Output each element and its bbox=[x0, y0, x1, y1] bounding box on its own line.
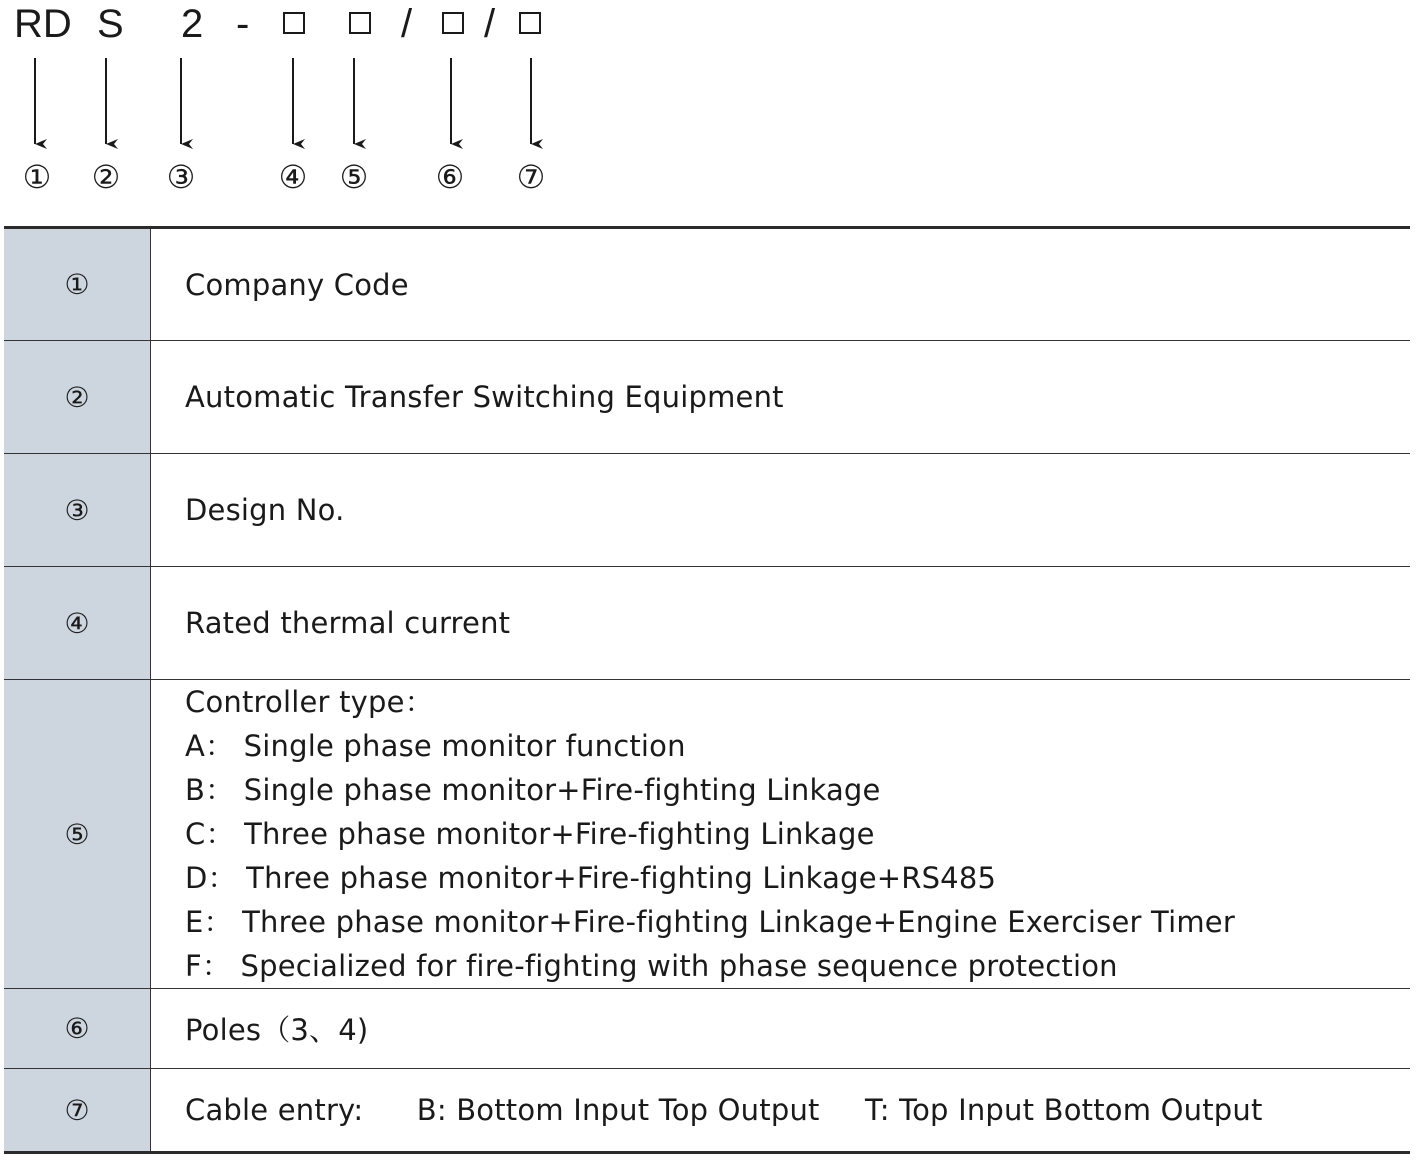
row-number: ② bbox=[4, 341, 151, 454]
row-number: ⑦ bbox=[4, 1069, 151, 1153]
row-description: Rated thermal current bbox=[151, 567, 1411, 680]
table-row bbox=[4, 341, 1410, 454]
marker-7: ⑦ bbox=[516, 158, 546, 196]
row-number: ① bbox=[4, 228, 151, 341]
marker-2: ② bbox=[91, 158, 121, 196]
row-description: Poles（3、4) bbox=[151, 989, 1411, 1069]
cable-option-t: T: Top Input Bottom Output bbox=[865, 1093, 1263, 1127]
table-row bbox=[4, 1069, 1410, 1153]
table-row bbox=[4, 567, 1410, 680]
code-part-type: S bbox=[97, 2, 124, 46]
row-description: Automatic Transfer Switching Equipment bbox=[151, 341, 1411, 454]
marker-6: ⑥ bbox=[435, 158, 465, 196]
arrows bbox=[0, 0, 1420, 160]
spec-table bbox=[4, 226, 1410, 1154]
controller-option-f: F： Specialized for fire-fighting with phase sequence protection bbox=[185, 949, 1118, 983]
code-part-design: 2 bbox=[181, 2, 204, 46]
table-row bbox=[4, 228, 1410, 341]
row-number: ③ bbox=[4, 454, 151, 567]
row-number: ④ bbox=[4, 567, 151, 680]
controller-type-cell bbox=[151, 680, 1411, 989]
code-part-slash: / bbox=[401, 2, 413, 46]
code-part-company: RD bbox=[14, 2, 72, 46]
row-description: Company Code bbox=[151, 228, 1411, 341]
marker-1: ① bbox=[22, 158, 52, 196]
controller-option-d: D： Three phase monitor+Fire-fighting Linkage+RS485 bbox=[185, 861, 997, 895]
cable-entry-label: Cable entry: bbox=[185, 1093, 364, 1127]
table-row bbox=[4, 989, 1410, 1069]
code-part-dash: - bbox=[236, 2, 250, 46]
cable-option-b: B: Bottom Input Top Output bbox=[416, 1093, 820, 1127]
table-row bbox=[4, 454, 1410, 567]
row-number: ⑥ bbox=[4, 989, 151, 1069]
controller-option-c: C： Three phase monitor+Fire-fighting Linkage bbox=[185, 817, 875, 851]
controller-option-a: A： Single phase monitor function bbox=[185, 729, 686, 763]
marker-3: ③ bbox=[166, 158, 196, 196]
controller-option-b: B： Single phase monitor+Fire-fighting Linkage bbox=[185, 773, 881, 807]
cable-entry-cell bbox=[151, 1069, 1411, 1153]
model-code-diagram bbox=[0, 0, 1420, 225]
marker-5: ⑤ bbox=[339, 158, 369, 196]
controller-option-e: E： Three phase monitor+Fire-fighting Linkage+Engine Exerciser Timer bbox=[185, 905, 1235, 939]
table-row bbox=[4, 680, 1410, 989]
code-part-slash: / bbox=[484, 2, 496, 46]
row-description: Design No. bbox=[151, 454, 1411, 567]
marker-4: ④ bbox=[278, 158, 308, 196]
row-number: ⑤ bbox=[4, 680, 151, 989]
controller-type-title: Controller type： bbox=[185, 685, 434, 719]
